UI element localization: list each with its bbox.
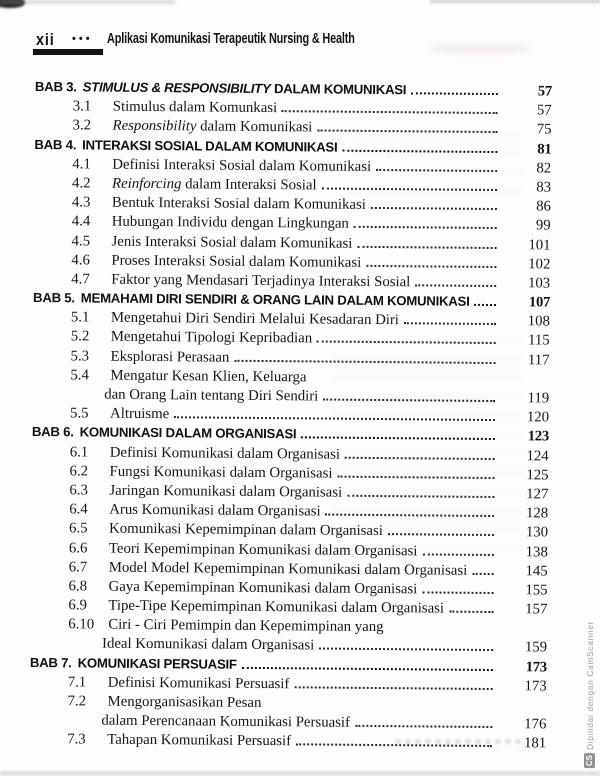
toc-page-number: 181 <box>523 735 547 752</box>
toc-page-number: 115 <box>528 332 550 349</box>
toc-entry-title: Altruisme <box>110 405 170 423</box>
scan-smudge-pink <box>428 44 532 54</box>
toc-page-number: 145 <box>525 562 548 580</box>
toc-leader-dots <box>317 336 496 345</box>
toc-page-number: 120 <box>526 409 550 426</box>
toc-entry-title: Definisi Interaksi Sosial dalam Komunikasi <box>112 156 372 175</box>
toc-entry-number: 3.2 <box>72 117 92 134</box>
toc-leader-dots <box>449 606 493 613</box>
toc-entry-number: 6.7 <box>68 559 88 576</box>
toc-entry-title: Arus Komunikasi dalam Organisasi <box>109 501 321 520</box>
toc-entry-number: 5.3 <box>70 347 90 365</box>
toc-leader-dots <box>411 87 498 95</box>
toc-entry-title: KOMUNIKASI PERSUASIF <box>77 655 237 672</box>
toc-entry-title: Model Model Kepemimpinan Komunikasi dalam Organisasi <box>108 559 468 579</box>
toc-entry-title: dalam Perencanaan Komunikasi Persuasif <box>101 712 351 731</box>
toc-entry-number: BAB 6. <box>31 424 74 440</box>
toc-entry-number: 4.7 <box>71 271 90 288</box>
toc-entry-title: Mengorganisasikan Pesan <box>107 693 262 711</box>
toc-entry-title: Definisi Komunikasi dalam Organisasi <box>109 444 341 463</box>
header-underline-bar <box>33 49 103 55</box>
toc-leader-dots <box>282 105 498 114</box>
toc-page-number: 123 <box>527 428 549 445</box>
toc-entry-title: Hubungan Individu dengan Lingkungan <box>111 213 349 233</box>
toc-page-number: 86 <box>536 198 551 215</box>
toc-entry-number: 4.3 <box>71 194 91 211</box>
camscanner-logo: CS <box>585 754 594 766</box>
toc-entry-title: Proses Interaksi Sosial dalam Komunikasi <box>111 252 362 271</box>
toc-page-number: 173 <box>525 658 547 676</box>
toc-leader-dots <box>422 548 494 556</box>
toc-leader-dots <box>337 470 494 478</box>
toc-page-number: 128 <box>525 505 549 522</box>
toc-entry-number: 6.3 <box>69 482 88 499</box>
toc-page-number: 157 <box>525 601 548 618</box>
toc-entry-number: BAB 3. <box>34 79 77 95</box>
toc-entry-number: 4.1 <box>72 156 91 173</box>
header-separator-dots: ••• <box>72 33 93 45</box>
toc-leader-dots <box>422 586 493 594</box>
toc-entry-title: Jaringan Komunikasi dalam Organisasi <box>109 482 343 501</box>
toc-entry-title: Bentuk Interaksi Sosial dalam Komunikasi <box>111 194 366 214</box>
toc-entry-number: 7.3 <box>67 731 86 748</box>
toc-entry-number: 6.8 <box>68 578 88 595</box>
toc-entry-number: BAB 7. <box>29 654 72 670</box>
toc-entry-number: 5.1 <box>70 309 90 326</box>
toc-leader-dots <box>388 528 494 536</box>
scan-edge-strip-right <box>430 0 600 3</box>
toc-entry-number: 3.1 <box>72 98 92 115</box>
toc-entry-title: Stimulus dalam Komunkasi <box>112 98 278 117</box>
toc-leader-dots <box>242 661 493 670</box>
toc-leader-dots <box>301 432 495 441</box>
toc-leader-dots <box>323 394 495 402</box>
toc-entry-title: Jenis Interaksi Sosial dalam Komunikasi <box>111 233 353 252</box>
toc-leader-dots <box>472 568 494 575</box>
toc-entry-title: Teori Kepemimpinan Komunikasi dalam Organisasi <box>108 540 418 559</box>
toc-entry-number: 5.5 <box>70 405 89 422</box>
toc-page-number: 81 <box>537 140 552 158</box>
toc-page-number: 155 <box>525 582 548 599</box>
toc-page-number: 102 <box>528 255 551 273</box>
toc-entry-title: Faktor yang Mendasari Terjadinya Interaksi Sosial <box>111 271 411 291</box>
toc-page-number: 117 <box>527 351 550 369</box>
toc-page-number: 130 <box>525 524 549 541</box>
toc-entry-number: BAB 4. <box>34 136 77 152</box>
toc-page-number: 57 <box>537 83 552 100</box>
toc-entry-number: 5.2 <box>70 328 90 345</box>
toc-page-number: 101 <box>528 236 551 254</box>
toc-entry-title: Tahapan Komunikasi Persuasif <box>107 732 292 750</box>
toc-entry-title: Definisi Komunikasi Persuasif <box>107 674 290 693</box>
toc-page-number: 127 <box>526 486 549 503</box>
toc-leader-dots <box>376 164 497 172</box>
toc-leader-dots <box>366 260 496 268</box>
scan-smudge-top-left <box>0 0 25 8</box>
toc-entry-title: Komunikasi Kepemimpinan dalam Organisasi <box>109 520 383 540</box>
toc-page-number: 159 <box>524 639 548 656</box>
toc-entry-title: dan Orang Lain tentang Diri Sendiri <box>104 386 319 405</box>
toc-page-number: 138 <box>525 543 548 560</box>
toc-leader-dots <box>174 411 495 421</box>
toc-leader-dots <box>354 221 497 229</box>
toc-leader-dots <box>342 144 497 152</box>
page-number-label: xii <box>36 30 55 49</box>
toc-entry-number: 4.5 <box>71 232 91 249</box>
toc-leader-dots <box>319 643 493 652</box>
toc-leader-dots <box>294 681 492 690</box>
toc-entry-title: Mengetahui Diri Sendiri Melalui Kesadaran Diri <box>110 309 400 329</box>
toc-entry-number: 7.2 <box>67 693 87 710</box>
camscanner-watermark-text: Dipindai dengan CamScanner <box>585 620 595 750</box>
toc-entry-title: STIMULUS & RESPONSIBILITY DALAM KOMUNIKASI <box>82 79 407 98</box>
toc-entry-title: Reinforcing dalam Interaksi Sosial <box>112 175 317 194</box>
toc-entry-title: Mengetahui Tipologi Kepribadian <box>110 329 313 347</box>
toc-entry-number: 6.6 <box>68 539 88 556</box>
scan-edge-strip-bottom <box>0 771 600 776</box>
toc-entry-title: Gaya Kepemimpinan Komunikasi dalam Organisasi <box>108 578 418 598</box>
toc-entry-title: KOMUNIKASI DALAM ORGANISASI <box>79 424 297 442</box>
toc-page-number: 119 <box>527 390 550 407</box>
toc-entry-number: 6.9 <box>68 597 87 614</box>
toc-leader-dots <box>357 240 496 248</box>
toc-leader-dots <box>475 299 497 306</box>
toc-entry-number: 6.10 <box>68 616 95 633</box>
toc-page-number: 108 <box>527 313 550 330</box>
toc-page-number: 103 <box>527 275 551 292</box>
toc-entry-title: Mengatur Kesan Klien, Keluarga <box>110 367 307 386</box>
toc-page-number: 99 <box>535 217 551 234</box>
toc-page-number: 176 <box>524 716 547 733</box>
toc-page-number: 82 <box>536 160 552 177</box>
toc-leader-dots <box>234 354 495 363</box>
toc-entry-number: 6.2 <box>69 463 89 480</box>
toc-page-number: 75 <box>536 121 552 138</box>
toc-page-number: 107 <box>528 294 551 311</box>
toc-entry-title: Tipe-Tipe Kepemimpinan Komunikasi dalam Organisasi <box>108 597 445 617</box>
toc-entry-title: Ideal Komunikasi dalam Organisasi <box>102 636 315 654</box>
toc-entry-number: 4.4 <box>71 213 91 230</box>
toc-entry-number: 4.2 <box>72 175 91 192</box>
toc-entry-number: 6.5 <box>69 520 88 537</box>
toc-entry-number: BAB 5. <box>33 290 75 306</box>
toc-leader-dots <box>415 279 496 287</box>
camscanner-watermark <box>584 621 599 768</box>
toc-entry-number: 7.1 <box>67 674 87 691</box>
toc-page-number: 57 <box>536 102 552 119</box>
toc-row <box>29 731 546 755</box>
scan-edge-strip-left <box>0 0 175 4</box>
toc-leader-dots <box>296 739 492 748</box>
toc-leader-dots <box>322 182 498 191</box>
toc-leader-dots <box>371 202 497 210</box>
toc-leader-dots <box>355 720 492 728</box>
toc-entry-title: Responsibility dalam Komunikasi <box>112 118 313 136</box>
toc-leader-dots <box>404 317 496 325</box>
book-title: Aplikasi Komunikasi Terapeutik Nursing & Health <box>107 31 355 47</box>
toc-entry-title: Fungsi Komunikasi dalam Organisasi <box>109 463 333 482</box>
toc-entry-title: Eksplorasi Perasaan <box>110 348 230 366</box>
toc-page-number: 125 <box>526 467 549 484</box>
table-of-contents <box>29 79 552 755</box>
toc-entry-number: 6.4 <box>69 501 88 518</box>
toc-entry-number: 6.1 <box>69 443 89 461</box>
toc-leader-dots <box>317 125 497 134</box>
toc-leader-dots <box>347 490 494 498</box>
toc-page-number: 124 <box>526 447 549 465</box>
toc-leader-dots <box>326 509 495 517</box>
toc-entry-title: INTERAKSI SOSIAL DALAM KOMUNIKASI <box>82 136 338 155</box>
toc-leader-dots <box>345 451 495 459</box>
toc-entry-number: 4.6 <box>71 252 90 269</box>
toc-entry-number: 5.4 <box>70 367 89 384</box>
toc-page-number: 83 <box>536 179 552 196</box>
toc-entry-title: MEMAHAMI DIRI SENDIRI & ORANG LAIN DALAM KOMUNIKASI <box>80 290 470 309</box>
toc-page-number: 173 <box>524 678 547 695</box>
toc-entry-title: Ciri - Ciri Pemimpin dan Kepemimpinan yang <box>108 616 384 636</box>
